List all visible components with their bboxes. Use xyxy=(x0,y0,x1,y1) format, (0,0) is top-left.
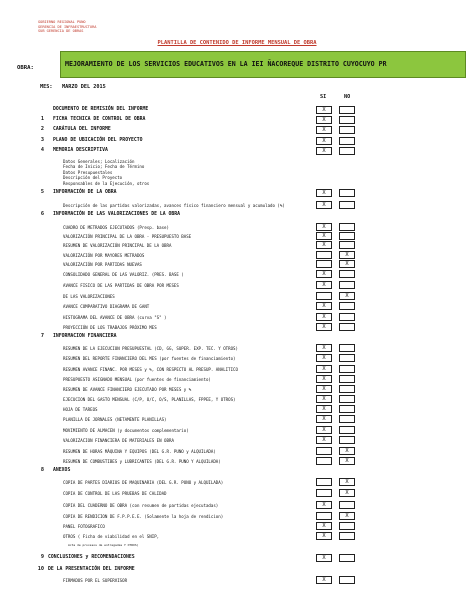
row-label: INFORMACIÓN DE LA OBRA xyxy=(53,190,117,195)
si-checkbox[interactable] xyxy=(316,457,332,465)
row-label: PLANO DE UBICACIÓN DEL PROYECTO xyxy=(53,138,143,143)
row-label: VALORIZACION FINANCIERA DE MATERIALES EN OBRA xyxy=(63,437,174,443)
checklist-row xyxy=(0,126,474,134)
no-checkbox[interactable]: X xyxy=(339,478,355,486)
row-label: COPIA DEL CUADERNO DE OBRA (con resumen de partidas ejecutadas) xyxy=(63,502,219,508)
row-label: FIRMADOS POR EL SUPERVISOR xyxy=(63,577,128,583)
checklist-row xyxy=(0,323,474,331)
checklist-row xyxy=(0,522,474,530)
column-header-no: NO xyxy=(344,94,351,100)
checklist-row xyxy=(0,566,474,574)
no-checkbox[interactable] xyxy=(339,137,355,145)
row-label: HISTOGRAMA DEL AVANCE DE OBRA (curva "S" ) xyxy=(63,314,167,320)
no-checkbox[interactable] xyxy=(339,147,355,155)
no-checkbox[interactable] xyxy=(339,375,355,383)
checklist-row xyxy=(0,106,474,114)
checklist-row xyxy=(0,232,474,240)
row-label: AVANCE FISICO DE LAS PARTIDAS DE OBRA POR MESES xyxy=(63,282,179,288)
obra-field xyxy=(60,51,466,78)
row-label: Fecha de Inicio; Fecha de Término xyxy=(63,163,145,169)
si-checkbox[interactable]: X xyxy=(316,522,332,530)
checklist-row xyxy=(0,405,474,413)
si-checkbox[interactable]: X xyxy=(316,415,332,423)
no-checkbox[interactable]: X xyxy=(339,447,355,455)
mes-value: MARZO DEL 2015 xyxy=(62,84,106,90)
checklist-row xyxy=(0,375,474,383)
checklist-row xyxy=(0,270,474,278)
org-line-1: GOBIERNO REGIONAL PUNO xyxy=(38,20,86,24)
checklist-row xyxy=(0,436,474,444)
row-label: DOCUMENTO DE REMISIÓN DEL INFORME xyxy=(53,107,149,112)
row-label: Datos Presupuestales xyxy=(63,169,113,175)
checklist-row xyxy=(0,426,474,434)
si-checkbox[interactable] xyxy=(316,512,332,520)
row-label: RESUMEN AVANCE FINANC. POR MESES y %, CON RESPECTO AL PRESUP. ANALITICO xyxy=(63,366,238,372)
no-checkbox[interactable] xyxy=(339,126,355,134)
row-label: HOJA DE TAREOS xyxy=(63,406,98,412)
si-checkbox[interactable]: X xyxy=(316,313,332,321)
row-label: DE LA PRESENTACIÓN DEL INFORME xyxy=(48,567,135,572)
no-checkbox[interactable] xyxy=(339,554,355,562)
row-number: 4 xyxy=(40,147,44,153)
page-title: PLANTILLA DE CONTENIDO DE INFORME MENSUAL DE OBRA xyxy=(157,40,317,46)
row-label: VALORIZACIÓN POR PARTIDAS NUEVAS xyxy=(63,261,142,267)
no-checkbox[interactable] xyxy=(339,532,355,540)
no-checkbox[interactable] xyxy=(339,189,355,197)
checklist-row xyxy=(0,478,474,486)
no-checkbox[interactable] xyxy=(339,270,355,278)
no-checkbox[interactable]: X xyxy=(339,489,355,497)
row-label: CONCLUSIONES y RECOMENDACIONES xyxy=(48,555,135,560)
no-checkbox[interactable]: X xyxy=(339,251,355,259)
row-label: RESUMEN DE LA EJECUCION PRESUPUESTAL (CD, GG, SUPER. EXP. TEC. Y OTROS) xyxy=(63,345,238,351)
checklist-row xyxy=(0,179,474,187)
si-checkbox[interactable]: X xyxy=(316,116,332,124)
checklist-row xyxy=(0,313,474,321)
checklist-row xyxy=(0,395,474,403)
row-label: COPIA DE CONTROL DE LAS PRUEBAS DE CALIDAD xyxy=(63,490,167,496)
row-label: CUADRO DE METRADOS EJECUTADOS (Presp. base) xyxy=(63,224,169,230)
no-checkbox[interactable] xyxy=(339,385,355,393)
obra-value: MEJORAMIENTO DE LOS SERVICIOS EDUCATIVOS EN LA IEI ÑACOREQUE DISTRITO CUYOCUYO PR xyxy=(65,60,387,68)
si-checkbox[interactable]: X xyxy=(316,436,332,444)
checklist-row xyxy=(0,457,474,465)
row-label: PROYECCIÓN DE LOS TRABAJOS PRÓXIMO MES xyxy=(63,324,157,330)
no-checkbox[interactable] xyxy=(339,405,355,413)
row-label: VALORIZACIÓN PRINCIPAL DE LA OBRA - PRESUPUESTO BASE xyxy=(63,233,192,239)
checklist-row xyxy=(0,241,474,249)
row-label: DE LAS VALORIZACIONES xyxy=(63,293,115,299)
mes-label: MES: xyxy=(40,84,53,90)
no-checkbox[interactable] xyxy=(339,395,355,403)
no-checkbox[interactable] xyxy=(339,241,355,249)
no-checkbox[interactable] xyxy=(339,426,355,434)
checklist-row xyxy=(0,189,474,197)
row-label: PRESUPUESTO ASIGNADO MENSUAL (por fuentes de financiamiento) xyxy=(63,376,211,382)
si-checkbox[interactable]: X xyxy=(316,554,332,562)
row-label: AVANCE COMPARATIVO DIAGRAMA DE GANT xyxy=(63,303,150,309)
si-checkbox[interactable]: X xyxy=(316,405,332,413)
row-number: 6 xyxy=(40,211,44,217)
obra-label: OBRA: xyxy=(17,65,34,71)
checklist-row xyxy=(0,344,474,352)
row-label: CARÁTULA DEL INFORME xyxy=(53,127,111,132)
checklist-row xyxy=(0,223,474,231)
checklist-row xyxy=(0,137,474,145)
si-checkbox[interactable] xyxy=(316,260,332,268)
si-checkbox[interactable]: X xyxy=(316,223,332,231)
row-label: RESUMEN DE VALORIZACIÓN PRINCIPAL DE LA OBRA xyxy=(63,242,172,248)
si-checkbox[interactable]: X xyxy=(316,147,332,155)
no-checkbox[interactable] xyxy=(339,522,355,530)
checklist-row xyxy=(0,260,474,268)
row-label: Datos Generales; Localización xyxy=(63,158,135,164)
row-number: 3 xyxy=(40,137,44,143)
si-checkbox[interactable] xyxy=(316,292,332,300)
si-checkbox[interactable]: X xyxy=(316,395,332,403)
no-checkbox[interactable] xyxy=(339,201,355,209)
si-checkbox[interactable]: X xyxy=(316,323,332,331)
no-checkbox[interactable] xyxy=(339,302,355,310)
si-checkbox[interactable]: X xyxy=(316,354,332,362)
checklist-row xyxy=(0,354,474,362)
si-checkbox[interactable] xyxy=(316,447,332,455)
si-checkbox[interactable]: X xyxy=(316,532,332,540)
row-label: PLANILLA DE JORNALES (NETAMENTE PLANILLAS) xyxy=(63,416,167,422)
si-checkbox[interactable]: X xyxy=(316,106,332,114)
checklist-row xyxy=(0,116,474,124)
no-checkbox[interactable] xyxy=(339,576,355,584)
no-checkbox[interactable] xyxy=(339,501,355,509)
row-label: INFORMACIÓN DE LAS VALORIZACIONES DE LA OBRA xyxy=(53,212,181,217)
si-checkbox[interactable] xyxy=(316,478,332,486)
row-label: ANEXOS xyxy=(53,468,71,473)
checklist-row xyxy=(0,554,474,562)
row-number: 1 xyxy=(40,116,44,122)
no-checkbox[interactable] xyxy=(339,354,355,362)
checklist-row xyxy=(0,501,474,509)
row-label: Descripción de las partidas valorizadas, avances físico financiero mensual y acumulado (%) xyxy=(63,202,285,208)
row-number: 10 xyxy=(37,566,44,572)
org-line-3: SUB GERENCIA DE OBRAS xyxy=(38,29,84,34)
si-checkbox[interactable]: X xyxy=(316,385,332,393)
no-checkbox[interactable]: X xyxy=(339,512,355,520)
row-label: RESUMEN DE HORAS MÁQUINA Y EQUIPOS (DEL G.R. PUNO y ALQUILADA) xyxy=(63,448,216,454)
row-label: COPIA DE RENDICION DE F.P.P.E.E. (Solamente la hoja de rendicion) xyxy=(63,513,224,519)
no-checkbox[interactable] xyxy=(339,436,355,444)
si-checkbox[interactable]: X xyxy=(316,270,332,278)
row-label: OTROS ( Ficha de viabilidad en el SNIP, xyxy=(63,533,160,539)
row-number: 8 xyxy=(40,467,44,473)
checklist-row xyxy=(0,147,474,155)
column-header-si: SI xyxy=(320,94,327,100)
si-checkbox[interactable]: X xyxy=(316,302,332,310)
row-label: EJECUCION DEL GASTO MENSUAL (C/P, O/C, O/S, PLANILLAS, FPPEE, Y OTROS) xyxy=(63,396,236,402)
row-label: INFORMACION FINANCIERA xyxy=(53,334,117,339)
no-checkbox[interactable] xyxy=(339,281,355,289)
checklist-row xyxy=(0,541,474,549)
checklist-row xyxy=(0,251,474,259)
row-label: MEMORIA DESCRIPTIVA xyxy=(53,148,108,153)
checklist-row xyxy=(0,467,474,475)
row-label: Descripción del Proyecto xyxy=(63,174,123,180)
si-checkbox[interactable]: X xyxy=(316,344,332,352)
no-checkbox[interactable] xyxy=(339,232,355,240)
no-checkbox[interactable] xyxy=(339,365,355,373)
si-checkbox[interactable]: X xyxy=(316,281,332,289)
row-number: 5 xyxy=(40,189,44,195)
checklist-row xyxy=(0,281,474,289)
si-checkbox[interactable] xyxy=(316,251,332,259)
si-checkbox[interactable]: X xyxy=(316,201,332,209)
org-line-2: GERENCIA DE INFRAESTRUCTURA xyxy=(38,24,97,29)
si-checkbox[interactable]: X xyxy=(316,501,332,509)
checklist-row xyxy=(0,333,474,341)
checklist-row xyxy=(0,385,474,393)
checklist-row xyxy=(0,447,474,455)
row-label: Responsables de la Ejecución, otros xyxy=(63,180,150,186)
row-label: VALORIZACIÓN POR MAYORES METRADOS xyxy=(63,252,145,258)
si-checkbox[interactable]: X xyxy=(316,232,332,240)
no-checkbox[interactable] xyxy=(339,116,355,124)
si-checkbox[interactable]: X xyxy=(316,375,332,383)
no-checkbox[interactable] xyxy=(339,313,355,321)
checklist-row xyxy=(0,489,474,497)
row-number: 2 xyxy=(40,126,44,132)
row-label: RESUMEN DEL REPORTE FINANCIERO DEL MES (por fuentes de financiamiento) xyxy=(63,355,236,361)
checklist-row xyxy=(0,365,474,373)
si-checkbox[interactable]: X xyxy=(316,241,332,249)
row-number: 7 xyxy=(40,333,44,339)
row-label: PANEL FOTOGRAFICO xyxy=(63,523,105,529)
no-checkbox[interactable]: X xyxy=(339,292,355,300)
no-checkbox[interactable] xyxy=(339,344,355,352)
checklist-row xyxy=(0,201,474,209)
si-checkbox[interactable] xyxy=(316,489,332,497)
checklist-row xyxy=(0,292,474,300)
checklist-row xyxy=(0,415,474,423)
row-label: RESUMEN DE AVANCE FINANCIERO EJECUTADO POR MESES y % xyxy=(63,386,192,392)
si-checkbox[interactable]: X xyxy=(316,576,332,584)
row-number: 9 xyxy=(40,554,44,560)
row-label: RESUMEN DE COMBUSTIBES y LUBRICANTES (DEL G.R. PUNO Y ALQUILADA) xyxy=(63,458,221,464)
si-checkbox[interactable]: X xyxy=(316,426,332,434)
si-checkbox[interactable]: X xyxy=(316,126,332,134)
no-checkbox[interactable] xyxy=(339,323,355,331)
si-checkbox[interactable]: X xyxy=(316,137,332,145)
row-label: CONSOLIDADO GENERAL DE LAS VALORIZ. (PRES. BASE ) xyxy=(63,271,184,277)
no-checkbox[interactable] xyxy=(339,106,355,114)
checklist-row xyxy=(0,302,474,310)
row-label: FICHA TECNICA DE CONTROL DE OBRA xyxy=(53,117,146,122)
checklist-row xyxy=(0,532,474,540)
row-label: COPIA DE PARTES DIARIOS DE MAQUINARIA (DEL G.R. PUNO y ALQUILADA) xyxy=(63,479,224,485)
no-checkbox[interactable] xyxy=(339,415,355,423)
no-checkbox[interactable]: X xyxy=(339,260,355,268)
no-checkbox[interactable]: X xyxy=(339,457,355,465)
no-checkbox[interactable] xyxy=(339,223,355,231)
row-label: Acta de procesos de entregadas Y OTROS) xyxy=(68,543,139,547)
checklist-row xyxy=(0,576,474,584)
checklist-row xyxy=(0,512,474,520)
si-checkbox[interactable]: X xyxy=(316,189,332,197)
checklist-row xyxy=(0,211,474,219)
si-checkbox[interactable]: X xyxy=(316,365,332,373)
row-label: MOVIMIENTO DE ALMACEN (y documentos complementario) xyxy=(63,427,189,433)
